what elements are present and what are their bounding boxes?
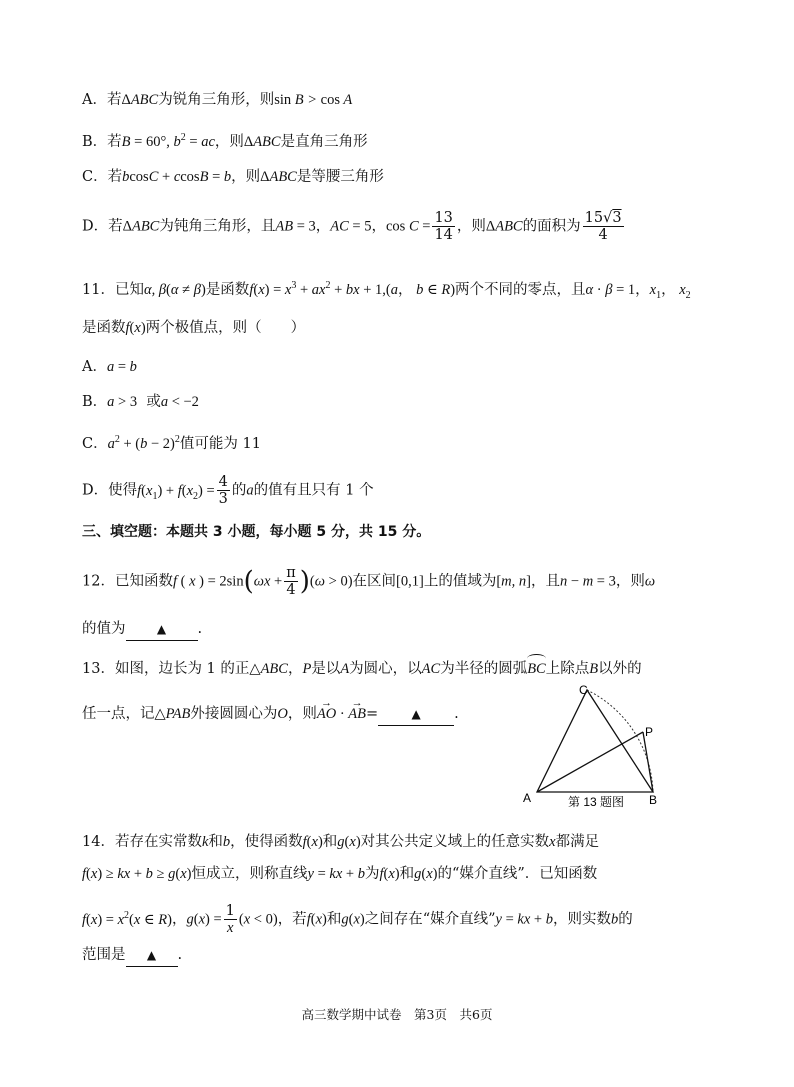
fraction-1-x: $\frac{1}{x}$ [225, 903, 235, 936]
label-c: C [579, 683, 588, 697]
fraction-13-14: $\frac{13}{14}$ [434, 210, 453, 243]
label-p: P [645, 725, 654, 739]
q14-stem-line2: f(x) ≥ kx + b ≥ g(x)恒成立，则称直线y = kx + b为f(x)和g(x)的“媒介直线”．已知函数 [82, 866, 598, 882]
q13-stem-line2: 任一点，记△PAB外接圆圆心为O，则AO → · AB →= ▲ . [82, 703, 459, 726]
q13-answer-blank[interactable]: ▲ [378, 703, 454, 726]
q12-answer-blank[interactable]: ▲ [126, 618, 198, 641]
q14-stem-line3: $f(x) = x^2(x$ ∈ R)，g(x) = $\frac{1}{x}$ (x < 0)，若f(x)和g(x)之间存在“媒介直线”y = kx + b，则实数b的 [82, 903, 633, 936]
q10-option-b: B．若B = 60°, $b^2$ = ac，则ΔABC是直角三角形 [82, 132, 368, 150]
fraction-area: $\frac{15√3}{4}$ [584, 210, 622, 243]
q11-option-d: D．使得$f(x_1) + f(x_2)$ = $\frac{4}{3}$ 的a的值有且只有 1 个 [82, 474, 374, 507]
q10-option-a: A．若ΔABC为锐角三角形，则sin B > cos A [82, 92, 353, 108]
page-footer: 高三数学期中试卷 第3页 共6页 [301, 1007, 493, 1022]
q11-option-c: C．$a^2 + (b - 2)^2$值可能为 11 [82, 434, 261, 452]
segment-bp [643, 732, 653, 792]
q11-option-a: A．a = b [82, 359, 137, 375]
triangle-abc [537, 690, 653, 792]
q13-stem-line1: 13．如图，边长为 1 的正△ABC，P是以A为圆心，以AC为半径的圆弧BC上除点B以外的 [82, 658, 642, 680]
label-b: B [649, 793, 658, 807]
q11-stem-line2: 是函数f(x)两个极值点，则（ ） [82, 320, 306, 336]
q11-stem-line1: 11．已知α, β(α ≠ β)是函数$f(x) = x^3 + ax^2$ + bx + 1,(a， b ∈ R)两个不同的零点，且α · β = 1，$x_1$， $x_2$ [82, 280, 691, 301]
q12-stem-line1: 12．已知函数f ( x ) = 2sin(ωx + $\frac{\pi}{4}$ )(ω > 0)在区间[0,1]上的值域为[m, n]，且n − m = 3，则ω [82, 565, 656, 598]
figure-caption: 第 13 题图 [568, 795, 625, 809]
fraction-4-3: $\frac{4}{3}$ [218, 474, 228, 507]
q14-stem-line1: 14．若存在实常数k和b，使得函数f(x)和g(x)对其公共定义域上的任意实数x都满足 [82, 834, 600, 850]
q13-figure [515, 680, 695, 812]
label-a: A [523, 791, 532, 805]
q10-option-c: C．若bcosC + ccosB = b，则ΔABC是等腰三角形 [82, 169, 384, 185]
q11-option-b: B．a > 3 或a < −2 [82, 394, 199, 410]
q14-stem-line4: 范围是 ▲ . [82, 944, 182, 967]
q10-option-d: D．若ΔABC为钝角三角形，且AB = 3，AC = 5，cos C = $\frac{13}{14}$ ，则ΔABC的面积为 $\frac{15√3}{4}$ [82, 210, 622, 243]
section-3-heading: 三、填空题：本题共 3 小题，每小题 5 分，共 15 分。 [82, 524, 431, 540]
segment-ap [537, 732, 643, 792]
q12-stem-line2: 的值为 ▲ . [82, 618, 202, 641]
fraction-pi-4: $\frac{\pi}{4}$ [286, 565, 296, 598]
q14-answer-blank[interactable]: ▲ [126, 944, 178, 967]
